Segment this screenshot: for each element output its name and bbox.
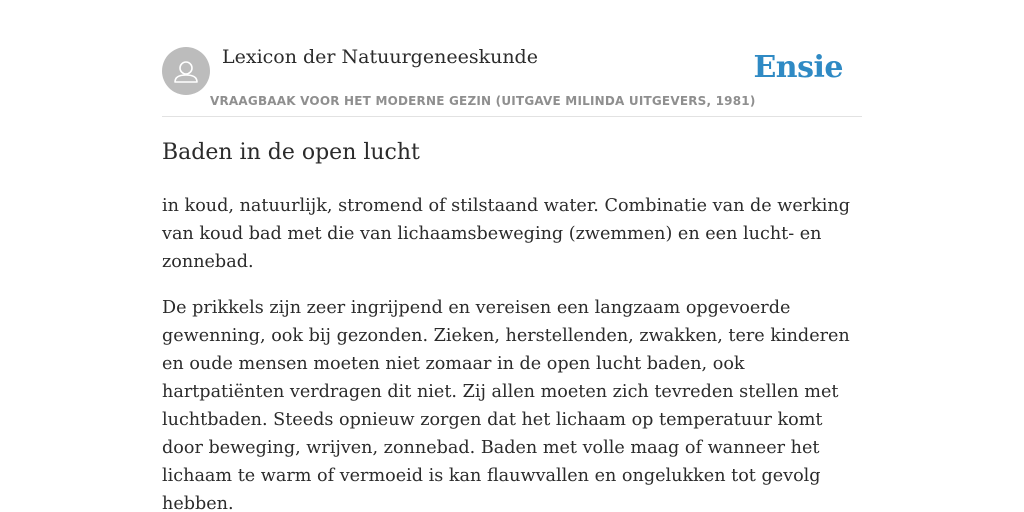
source-title[interactable]: Lexicon der Natuurgeneeskunde bbox=[222, 46, 538, 68]
avatar[interactable] bbox=[162, 47, 210, 95]
entry-paragraph: in koud, natuurlijk, stromend of stilstaand water. Combinatie van de werking van koud bad met die van lichaamsbeweging (zwemmen) en een lucht- en zonnebad. bbox=[162, 196, 851, 272]
header bbox=[162, 44, 862, 117]
entry-body bbox=[162, 192, 862, 512]
user-icon bbox=[162, 47, 210, 95]
entry-title: Baden in de open lucht bbox=[162, 140, 420, 165]
entry-paragraph: De prikkels zijn zeer ingrijpend en vereisen een langzaam opgevoerde gewenning, ook bij gezonden. Zieken, herstellenden, zwakken, tere kinderen en oude mensen moeten niet zomaar in de open lucht baden, ook hartpatiënten verdragen dit niet. Zij allen moeten zich tevreden stellen met luchtbaden. Steeds opnieuw zorgen dat het lichaam op temperatuur komt door beweging, wrijven, zonnebad. Baden met volle maag of wanneer het lichaam te warm of vermoeid is kan flauwvallen en ongelukken tot gevolg hebben. bbox=[162, 298, 850, 512]
source-subtitle: VRAAGBAAK VOOR HET MODERNE GEZIN (UITGAVE MILINDA UITGEVERS, 1981) bbox=[210, 94, 756, 108]
brand-logo[interactable]: Ensie bbox=[753, 50, 843, 85]
